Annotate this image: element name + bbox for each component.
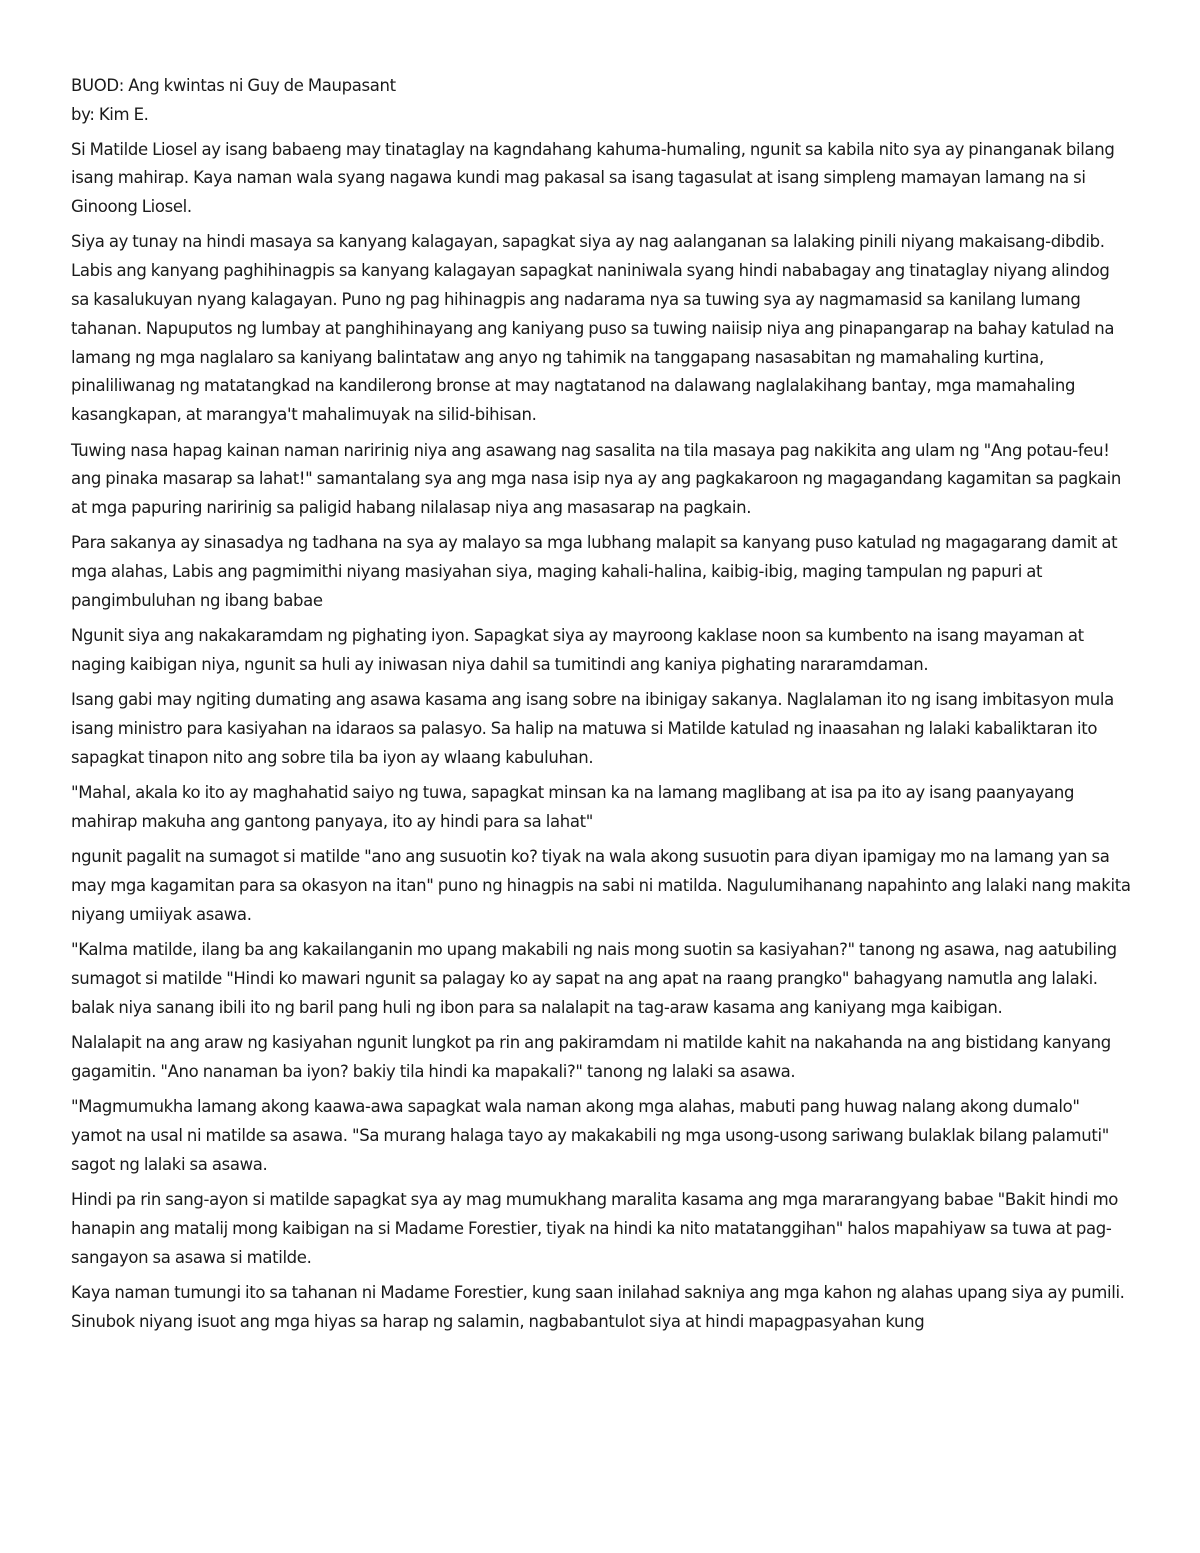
paragraph: Hindi pa rin sang-ayon si matilde sapagkat sya ay mag mumukhang maralita kasama ang mga mararangyang babae "Bakit hindi mo hanapin ang matalij mong kaibigan na si Madame Forestier, tiyak na hindi ka nito matatanggihan" halos mapahiyaw sa tuwa at pag-sangayon sa asawa si matilde.: [71, 1190, 1119, 1267]
paragraph: ngunit pagalit na sumagot si matilde "ano ang susuotin ko? tiyak na wala akong susuotin para diyan ipamigay mo na lamang yan sa may mga kagamitan para sa okasyon na itan" puno ng hinagpis na sabi ni matilda. Nagulumihanang napahinto ang lalaki nang makita niyang umiiyak asawa.: [71, 847, 1131, 925]
paragraph: Ngunit siya ang nakakaramdam ng pighating iyon. Sapagkat siya ay mayroong kaklase noon sa kumbento na isang mayaman at naging kaibigan niya, ngunit sa huli ay iniwasan niya dahil sa tumitindi ang kaniya pighating nararamdaman.: [71, 626, 1084, 675]
paragraph: Para sakanya ay sinasadya ng tadhana na sya ay malayo sa mga lubhang malapit sa kanyang puso katulad ng magagarang damit at mga alahas, Labis ang pagmimithi niyang masiyahan siya, maging kahali-halina, kaibig-ibig, maging tampulan ng papuri at pangimbuluhan ng ibang babae: [71, 533, 1118, 611]
paragraph: Tuwing nasa hapag kainan naman naririnig niya ang asawang nag sasalita na tila masaya pag nakikita ang ulam ng "Ang potau-feu! ang pinaka masarap sa lahat!" samantalang sya ang mga nasa isip nya ay ang pagkakaroon ng magagandang kagamitan sa pagkain at mga papuring naririnig sa paligid habang nilalasap niya ang masasarap na pagkain.: [71, 440, 1121, 518]
paragraph: Isang gabi may ngiting dumating ang asawa kasama ang isang sobre na ibinigay sakanya. Naglalaman ito ng isang imbitasyon mula isang ministro para kasiyahan na idaraos sa palasyo. Sa halip na matuwa si Matilde katulad ng inaasahan ng lalaki kabaliktaran ito sapagkat tinapon nito ang sobre tila ba iyon ay wlaang kabuluhan.: [71, 690, 1114, 768]
paragraph: "Magmumukha lamang akong kaawa-awa sapagkat wala naman akong mga alahas, mabuti pang huwag nalang akong dumalo" yamot na usal ni matilde sa asawa. "Sa murang halaga tayo ay makakabili ng mga usong-usong sariwang bulaklak bilang palamuti" sagot ng lalaki sa asawa.: [71, 1097, 1109, 1174]
paragraph: Si Matilde Liosel ay isang babaeng may tinataglay na kagndahang kahuma-humaling, ngunit sa kabila nito sya ay pinanganak bilang isang mahirap. Kaya naman wala syang nagawa kundi mag pakasal sa isang tagasulat at isang simpleng mamayan lamang na si Ginoong Liosel.: [71, 139, 1115, 217]
paragraph: Kaya naman tumungi ito sa tahanan ni Madame Forestier, kung saan inilahad sakniya ang mga kahon ng alahas upang siya ay pumili. Sinubok niyang isuot ang mga hiyas sa harap ng salamin, nagbabantulot siya at hindi mapagpasyahan kung: [71, 1283, 1125, 1331]
paragraph: Nalalapit na ang araw ng kasiyahan ngunit lungkot pa rin ang pakiramdam ni matilde kahit na nakahanda na ang bistidang kanyang gagamitin. "Ano nanaman ba iyon? bakiy tila hindi ka mapakali?" tanong ng lalaki sa asawa.: [71, 1033, 1111, 1081]
paragraph: Siya ay tunay na hindi masaya sa kanyang kalagayan, sapagkat siya ay nag aalanganan sa lalaking pinili niyang makaisang-dibdib. Labis ang kanyang paghihinagpis sa kanyang kalagayan sapagkat naniniwala syang hindi nababagay ang tinataglay niyang alindog sa kasalukuyan nyang kalagayan. Puno ng pag hihinagpis ang nadarama nya sa tuwing sya ay nagmamasid sa kanilang lumang tahanan. Napuputos ng lumbay at panghihinayang ang kaniyang puso sa tuwing naiisip niya ang pinapangarap na bahay katulad na lamang ng mga naglalaro sa kaniyang balintataw ang anyo ng tahimik na tanggapang nasasabitan ng mamahaling kurtina, pinaliliwanag ng matatangkad na kandilerong bronse at may nagtatanod na dalawang naglalakihang bantay, mga mamahaling kasangkapan, at marangya't mahalimuyak na silid-bihisan.: [71, 232, 1115, 425]
paragraph: "Kalma matilde, ilang ba ang kakailanganin mo upang makabili ng nais mong suotin sa kasiyahan?" tanong ng asawa, nag aatubiling sumagot si matilde "Hindi ko mawari ngunit sa palagay ko ay sapat na ang apat na raang prangko" bahagyang namutla ang lalaki. balak niya sanang ibili ito ng baril pang huli ng ibon para sa nalalapit na tag-araw kasama ang kaniyang mga kaibigan.: [71, 940, 1117, 1017]
document-author: by: Kim E.: [71, 104, 149, 124]
document-body: [71, 72, 1131, 1343]
document-header: [71, 72, 1131, 130]
document-title: BUOD: Ang kwintas ni Guy de Maupasant: [71, 76, 396, 95]
paragraph: "Mahal, akala ko ito ay maghahatid saiyo ng tuwa, sapagkat minsan ka na lamang maglibang at isa pa ito ay isang paanyayang mahirap makuha ang gantong panyaya, ito ay hindi para sa lahat": [71, 783, 1075, 832]
